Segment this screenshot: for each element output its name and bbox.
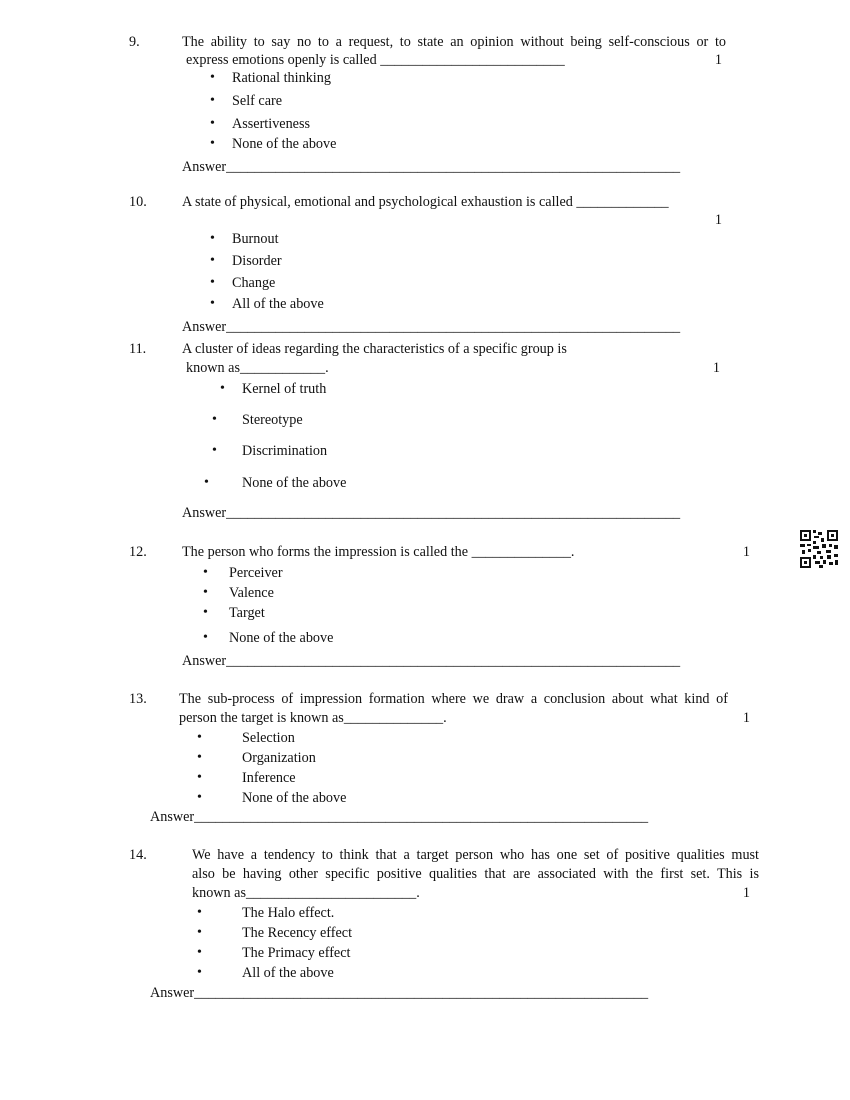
qr-code-icon — [799, 529, 839, 569]
question-12-text-line1: The person who forms the impression is called the ______________. — [182, 544, 575, 560]
question-13-option-1: Selection — [242, 730, 295, 746]
bullet-icon: • — [197, 965, 202, 980]
question-12-option-2: Valence — [229, 585, 274, 601]
question-14-text-line1: We have a tendency to think that a target person who has one set of positive qualities must — [192, 847, 759, 863]
question-10-text-line1: A state of physical, emotional and psychological exhaustion is called _____________ — [182, 194, 669, 210]
bullet-icon: • — [210, 93, 215, 108]
question-9-option-1: Rational thinking — [232, 70, 331, 86]
question-13-option-4: None of the above — [242, 790, 347, 806]
question-14-number: 14. — [129, 847, 147, 863]
question-13-option-3: Inference — [242, 770, 296, 786]
question-14-marks: 1 — [742, 885, 750, 901]
bullet-icon: • — [203, 605, 208, 620]
bullet-icon: • — [197, 925, 202, 940]
question-11-option-4: None of the above — [242, 475, 347, 491]
bullet-icon: • — [212, 412, 217, 427]
bullet-icon: • — [197, 750, 202, 765]
bullet-icon: • — [204, 475, 209, 490]
bullet-icon: • — [210, 136, 215, 151]
question-10-option-4: All of the above — [232, 296, 324, 312]
question-12-option-3: Target — [229, 605, 265, 621]
question-14-option-2: The Recency effect — [242, 925, 353, 941]
bullet-icon: • — [210, 253, 215, 268]
question-13-number: 13. — [129, 691, 147, 707]
bullet-icon: • — [197, 945, 202, 960]
question-13-option-2: Organization — [242, 750, 316, 766]
question-13-text-line1: The sub-process of impression formation where we draw a conclusion about what kind of — [179, 691, 728, 707]
bullet-icon: • — [210, 116, 215, 131]
bullet-icon: • — [210, 296, 215, 311]
bullet-icon: • — [197, 905, 202, 920]
question-11-text-line2: known as____________. — [186, 360, 329, 376]
question-13-marks: 1 — [742, 710, 750, 726]
bullet-icon: • — [197, 790, 202, 805]
question-11-text-line1: A cluster of ideas regarding the characteristics of a specific group is — [182, 341, 567, 357]
question-9-option-4: None of the above — [232, 136, 337, 152]
bullet-icon: • — [210, 231, 215, 246]
bullet-icon: • — [197, 730, 202, 745]
bullet-icon: • — [210, 275, 215, 290]
question-10-option-1: Burnout — [232, 231, 279, 247]
question-9-answer-line: Answer________________________________________________________________ — [182, 159, 681, 175]
question-9-option-2: Self care — [232, 93, 283, 109]
question-9-number: 9. — [129, 34, 140, 50]
question-9-option-3: Assertiveness — [232, 116, 311, 132]
question-14-option-3: The Primacy effect — [242, 945, 351, 961]
question-10-option-3: Change — [232, 275, 276, 291]
bullet-icon: • — [203, 565, 208, 580]
question-10-marks: 1 — [714, 212, 722, 228]
question-14-option-1: The Halo effect. — [242, 905, 335, 921]
question-12-answer-line: Answer________________________________________________________________ — [182, 653, 681, 669]
question-12-number: 12. — [129, 544, 147, 560]
question-11-option-1: Kernel of truth — [242, 381, 327, 397]
question-11-number: 11. — [129, 341, 147, 357]
bullet-icon: • — [210, 70, 215, 85]
question-11-option-3: Discrimination — [242, 443, 328, 459]
question-10-option-2: Disorder — [232, 253, 282, 269]
question-11-option-2: Stereotype — [242, 412, 303, 428]
question-14-option-4: All of the above — [242, 965, 334, 981]
question-10-answer-line: Answer________________________________________________________________ — [182, 319, 681, 335]
bullet-icon: • — [203, 585, 208, 600]
question-12-option-4: None of the above — [229, 630, 334, 646]
bullet-icon: • — [197, 770, 202, 785]
bullet-icon: • — [220, 381, 225, 396]
question-9-text-line2: express emotions openly is called __________________________ — [186, 52, 565, 68]
question-12-option-1: Perceiver — [229, 565, 283, 581]
question-13-text-line2: person the target is known as______________. — [179, 710, 447, 726]
question-12-marks: 1 — [742, 544, 750, 560]
question-14-text-line2: also be having other specific positive qualities that are associated with the first set. This is — [192, 866, 759, 882]
question-14-answer-line: Answer________________________________________________________________ — [150, 985, 649, 1001]
question-13-answer-line: Answer________________________________________________________________ — [150, 809, 649, 825]
question-11-answer-line: Answer________________________________________________________________ — [182, 505, 681, 521]
question-10-number: 10. — [129, 194, 147, 210]
question-9-marks: 1 — [714, 52, 722, 68]
question-9-text-line1: The ability to say no to a request, to state an opinion without being self-conscious or to — [182, 34, 726, 50]
question-14-text-line3: known as________________________. — [192, 885, 420, 901]
bullet-icon: • — [212, 443, 217, 458]
bullet-icon: • — [203, 630, 208, 645]
question-11-marks: 1 — [712, 360, 720, 376]
